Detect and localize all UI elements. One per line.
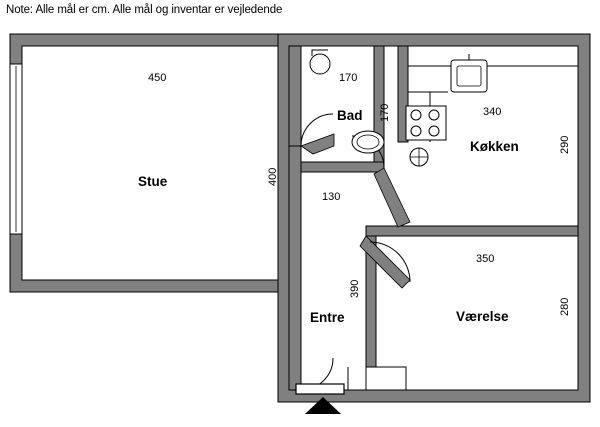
dimension-280: 280	[559, 297, 571, 316]
dimension-130: 130	[322, 191, 341, 203]
burner-icon	[411, 110, 421, 120]
front-door	[296, 384, 344, 394]
wall-right-block	[278, 34, 590, 402]
dimension-350: 350	[476, 253, 495, 265]
wall-bad-bottom	[301, 162, 384, 172]
burner-icon	[429, 110, 439, 120]
closet-entre	[366, 367, 406, 390]
dimension-390: 390	[349, 279, 361, 298]
dimension-340: 340	[483, 106, 502, 118]
burner-icon	[411, 126, 421, 136]
measurement-note: Note: Alle mål er cm. Alle mål og inventar er vejledende	[6, 4, 283, 16]
toilet-bowl-inner-icon	[357, 135, 379, 149]
room-label-stue: Stue	[138, 174, 168, 189]
burner-icon	[429, 126, 439, 136]
wall-entre-bad-left	[289, 46, 301, 146]
floor-plan	[0, 22, 600, 422]
room-label-bad: Bad	[337, 108, 363, 123]
stove-icon	[406, 106, 446, 140]
dimension-170-bad-right: 170	[379, 103, 391, 122]
wall-diagonal-upper-left	[301, 134, 334, 154]
wall-entre-left	[289, 146, 301, 390]
shower-drain-icon	[310, 54, 330, 74]
bathroom-fixtures	[310, 50, 384, 153]
dimension-170-bad-top: 170	[339, 72, 358, 84]
floor-plan-svg	[0, 22, 600, 422]
dimension-400: 400	[267, 167, 279, 186]
dimension-450: 450	[148, 72, 167, 84]
room-label-kokken: Køkken	[470, 139, 519, 154]
interior-walls	[289, 46, 578, 390]
sink-basin-icon	[457, 66, 481, 86]
dimension-290: 290	[559, 135, 571, 154]
room-label-entre: Entre	[310, 310, 345, 325]
wall-diagonal-upper-right	[374, 168, 410, 227]
room-label-vaerelse: Værelse	[456, 309, 509, 324]
doors	[301, 114, 410, 390]
